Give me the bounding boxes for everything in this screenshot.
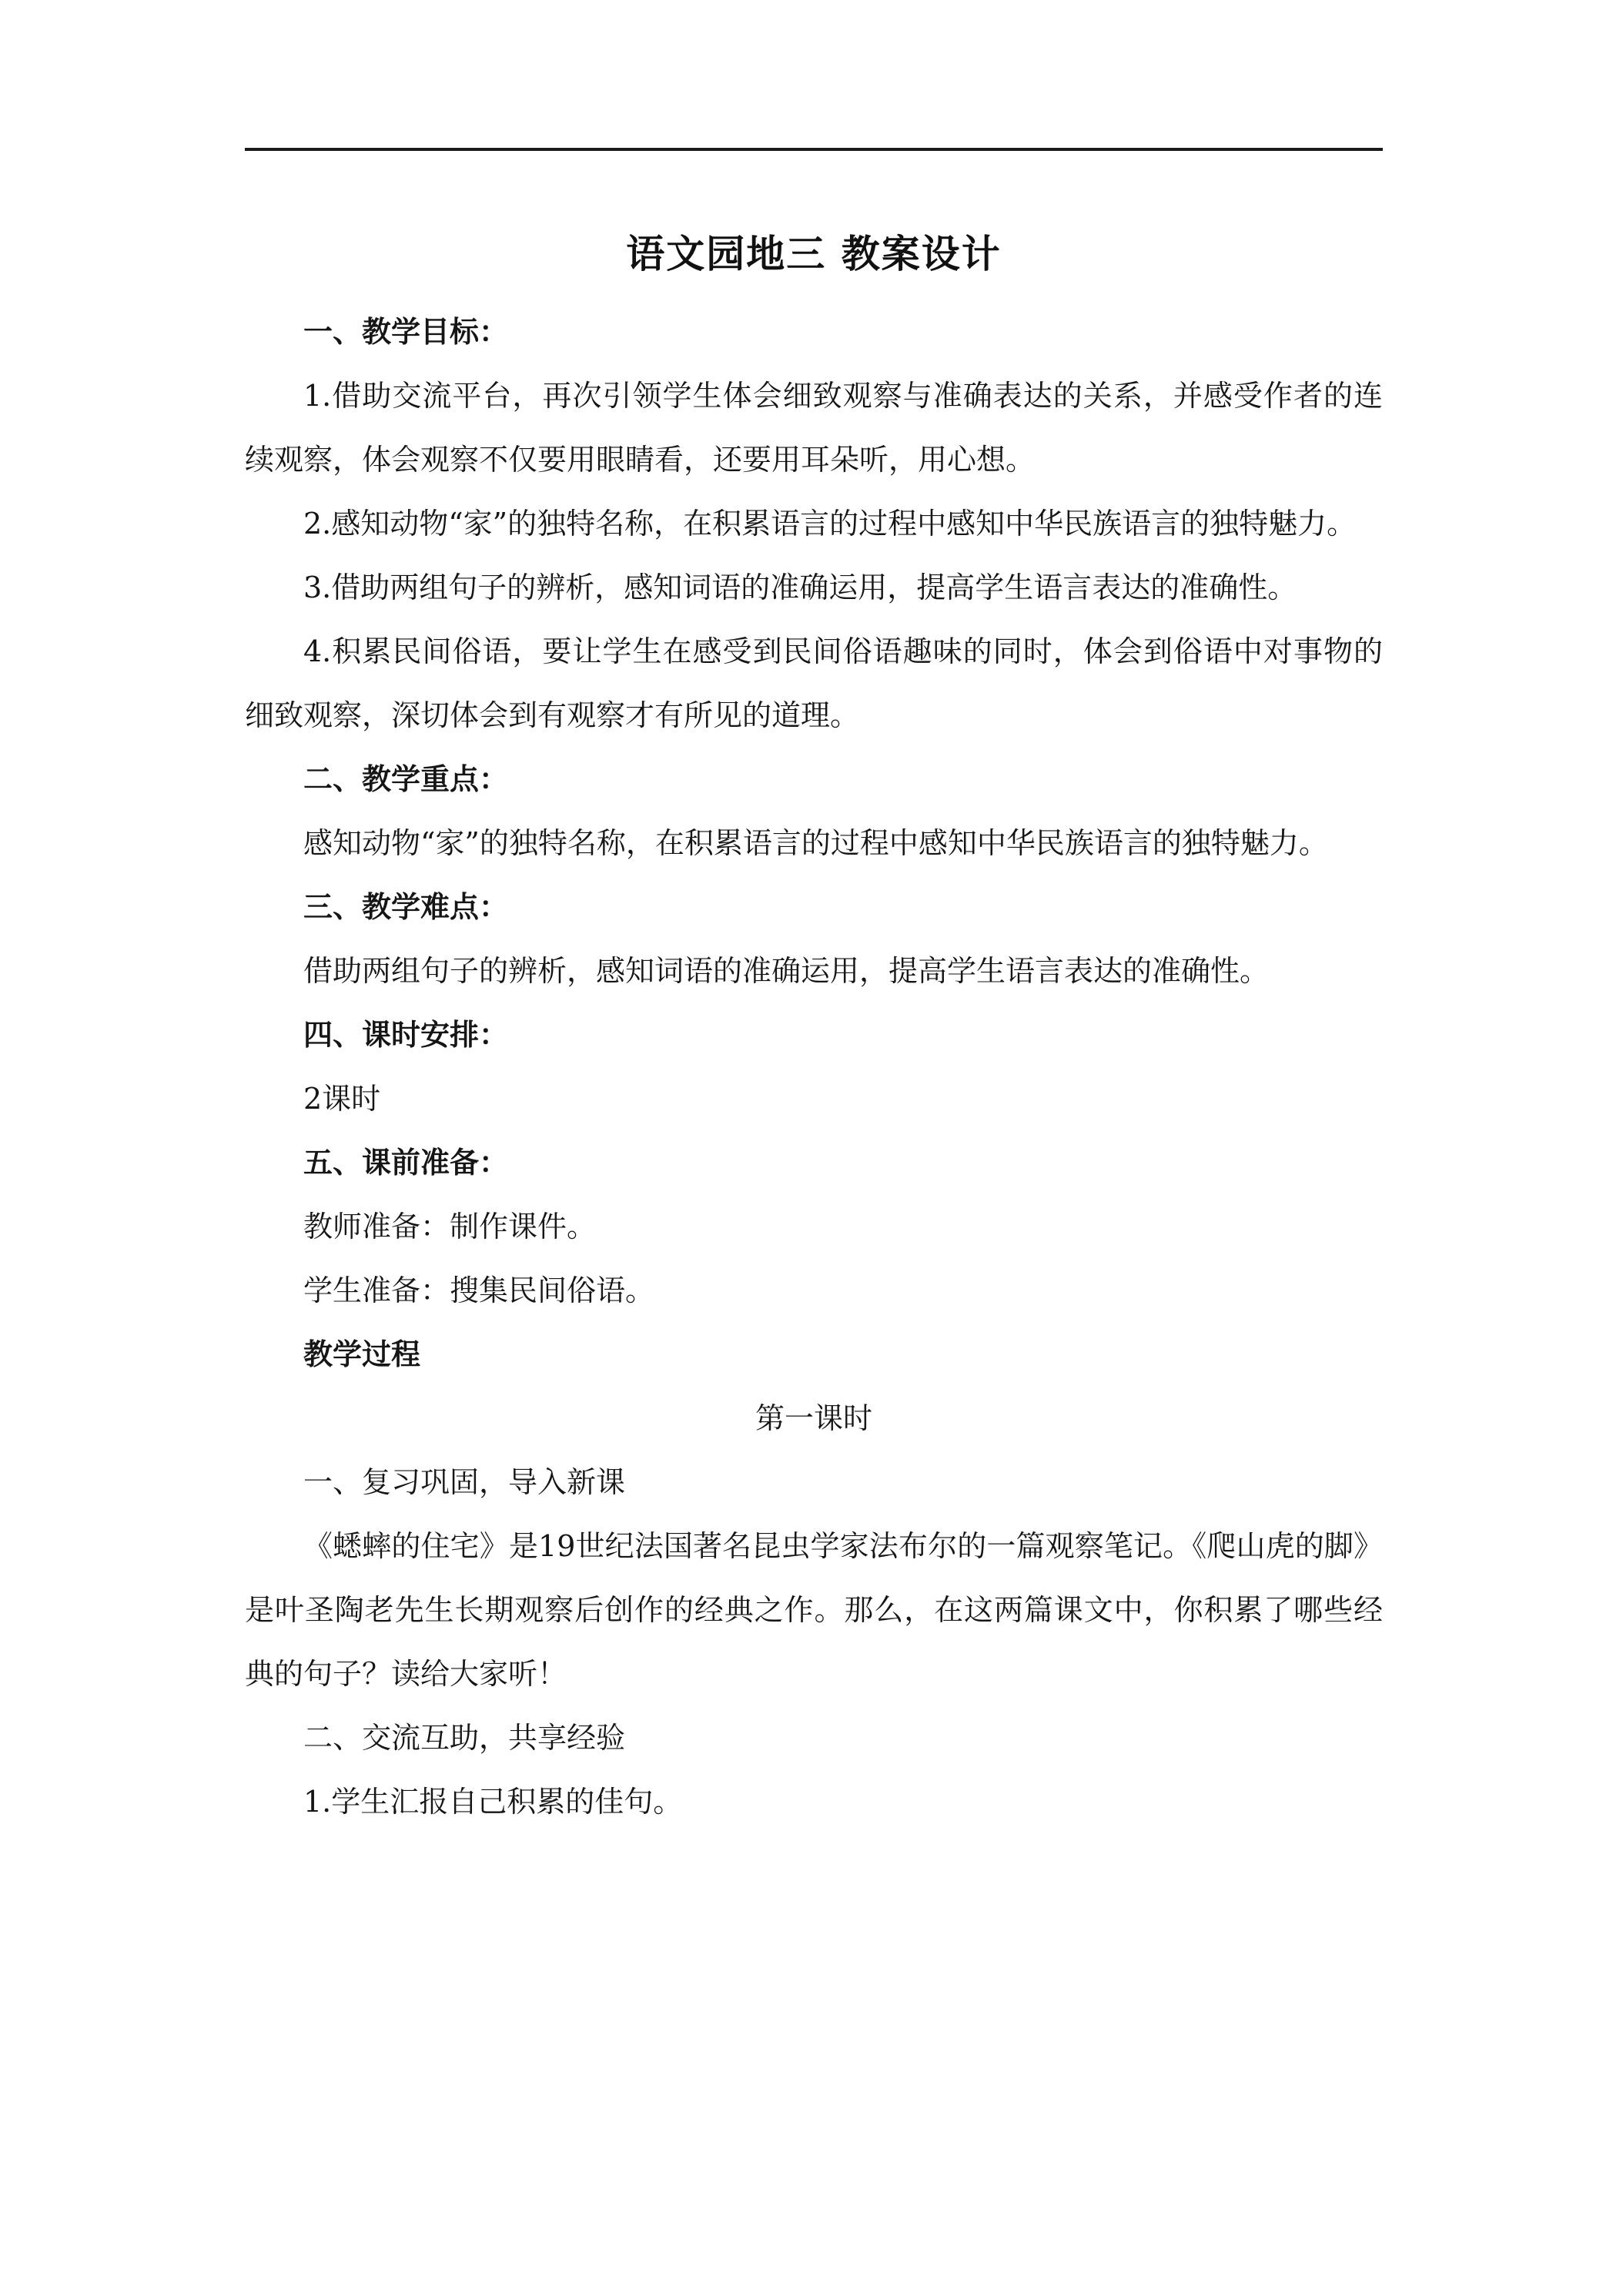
prep-heading: 五、课前准备： <box>303 1146 509 1180</box>
difficulty-text: 借助两组句子的辨析，感知词语的准确运用，提高学生语言表达的准确性。 <box>303 954 1270 988</box>
step-2-heading: 二、交流互助，共享经验 <box>303 1721 626 1755</box>
difficulty-heading: 三、教学难点： <box>303 890 509 924</box>
goal-1: 1.借助交流平台，再次引领学生体会细致观察与准确表达的关系，并感受作者的连续观察，体会观察不仅要用眼睛看，还要用耳朵听，用心想。 <box>245 379 1383 477</box>
step-1-heading: 一、复习巩固，导入新课 <box>303 1465 626 1499</box>
goal-4: 4.积累民间俗语，要让学生在感受到民间俗语趣味的同时，体会到俗语中对事物的细致观察，深切体会到有观察才有所见的道理。 <box>245 634 1383 732</box>
lesson-1-title: 第一课时 <box>755 1401 872 1435</box>
key-text: 感知动物“家”的独特名称，在积累语言的过程中感知中华民族语言的独特魅力。 <box>303 826 1328 860</box>
document-title: 语文园地三 教案设计 <box>626 232 1002 276</box>
goals-heading: 一、教学目标： <box>303 315 509 349</box>
step-1-text: 《蟋蟀的住宅》是19世纪法国著名昆虫学家法布尔的一篇观察笔记。《爬山虎的脚》是叶圣陶老先生长期观察后创作的经典之作。那么，在这两篇课文中，你积累了哪些经典的句子？读给大家听！ <box>245 1529 1383 1691</box>
goal-2: 2.感知动物“家”的独特名称，在积累语言的过程中感知中华民族语言的独特魅力。 <box>303 507 1357 541</box>
prep-teacher: 教师准备：制作课件。 <box>303 1210 597 1243</box>
prep-student: 学生准备：搜集民间俗语。 <box>303 1274 655 1307</box>
goal-3: 3.借助两组句子的辨析，感知词语的准确运用，提高学生语言表达的准确性。 <box>303 571 1297 604</box>
key-heading: 二、教学重点： <box>303 762 509 796</box>
header-rule <box>245 148 1383 151</box>
process-heading: 教学过程 <box>303 1337 421 1371</box>
step-2-item-1: 1.学生汇报自己积累的佳句。 <box>303 1785 683 1819</box>
schedule-text: 2课时 <box>303 1082 381 1116</box>
document-body <box>245 300 1383 1834</box>
schedule-heading: 四、课时安排： <box>303 1018 509 1052</box>
